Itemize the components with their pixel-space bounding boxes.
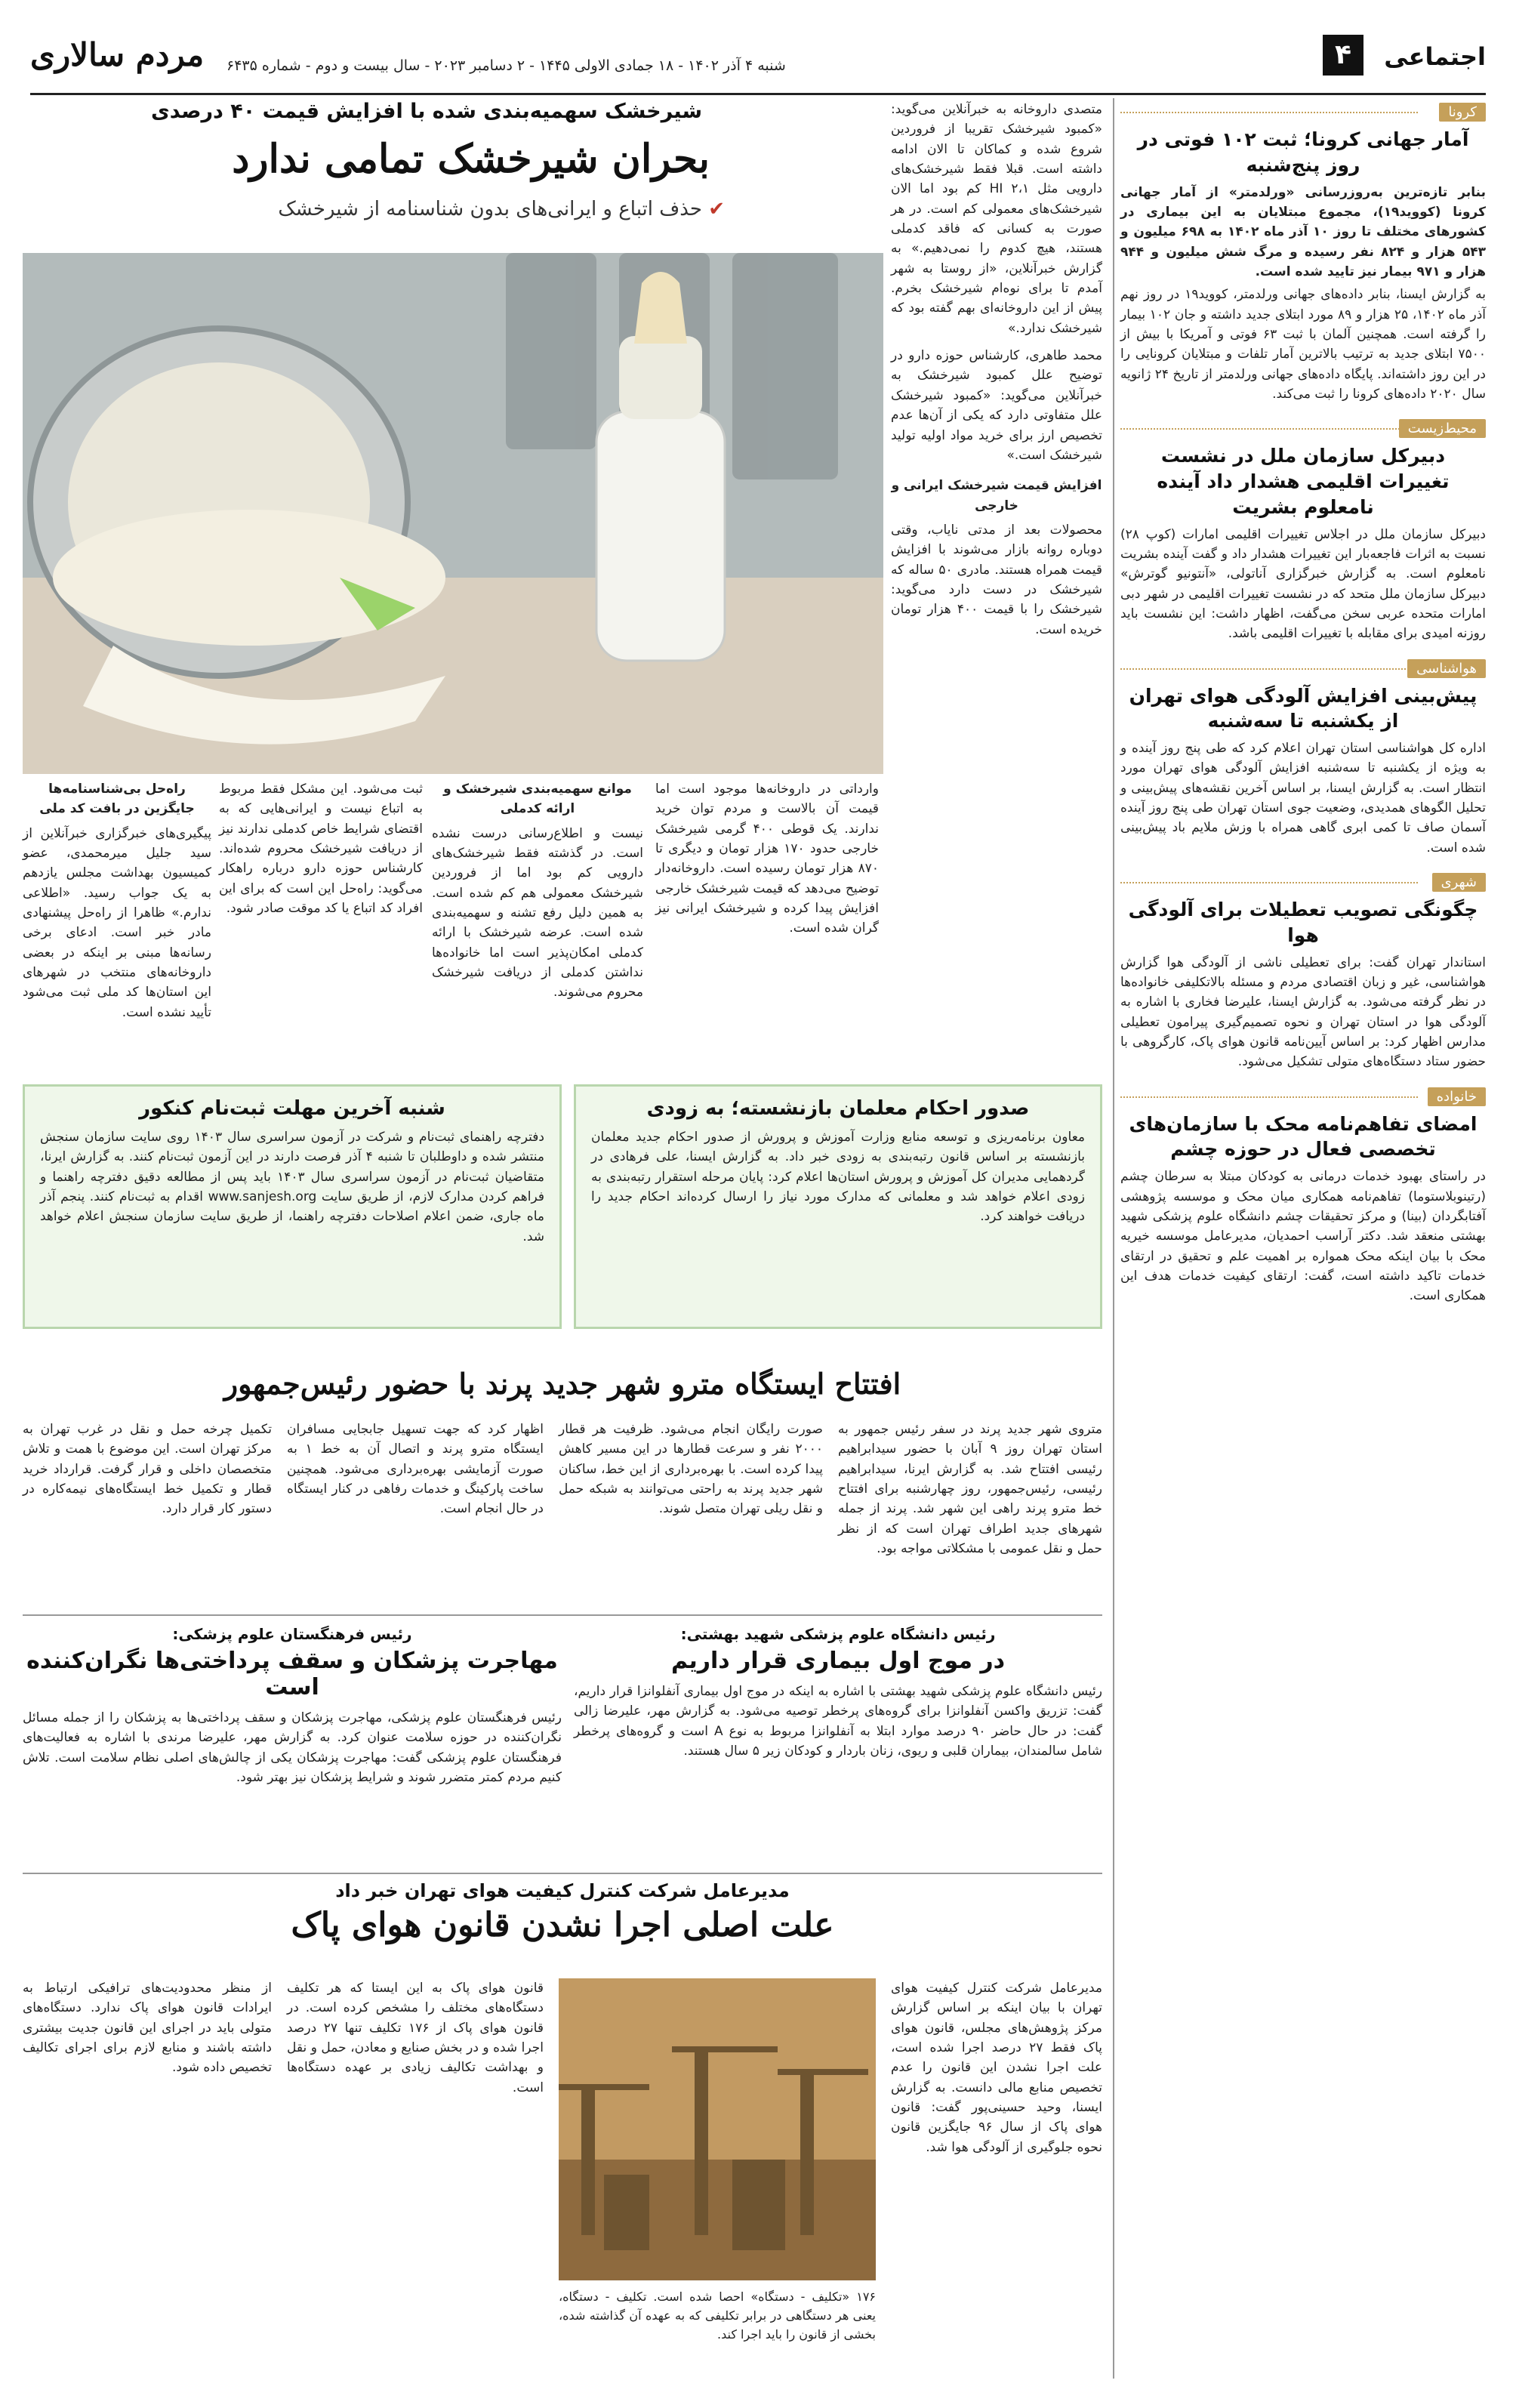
milk-solution-title: راه‌حل بی‌شناسنامه‌ها جایگزین در بافت کد ملی: [39, 782, 195, 817]
milk-headline: بحران شیرخشک تمامی ندارد: [232, 136, 710, 182]
milk-solution-text: پیگیری‌های خبرگزاری خبرآنلاین از سید جلیل میرمحمدی، عضو کمیسیون بهداشت مجلس یازدهم به یک جواب رسید. «اطلاعی ندارم.» ظاهرا از راه‌حل پیشنهادی مادر خبر است. ادعای برخی رسانه‌ها مبنی بر اینکه در بعضی داروخانه‌های منتخب در شهرهای این استان‌ها کد ملی ثبت می‌شود تأیید نشده است.: [23, 825, 211, 1020]
formula-can-bottle-image: [23, 253, 883, 774]
tag-city[interactable]: شهری: [1432, 873, 1486, 892]
doctors-title: مهاجرت پزشکان و سقف پرداختی‌ها نگران‌کننده است: [26, 1648, 558, 1700]
air-article-head: [23, 1880, 1102, 1944]
corona-lead: بنابر تازه‌ترین به‌روزرسانی «ورلدمتر» از آمار جهانی کرونا (کووید۱۹)، مجموع مبتلایان به این بیماری در کشورهای مختلف تا روز ۱۰ آذر ماه ۱۴۰۲ به ۶۹۸ میلیون و ۵۴۳ هزار و ۸۲۴ نفر رسیده و مرگ شش میلیون و ۹۴۴ هزار و ۹۷۱ بیمار نیز تایید شده است.: [1120, 184, 1486, 279]
column-divider: [1113, 98, 1114, 2379]
air-col-3: از منظر محدودیت‌های ترافیکی ارتباط به ایرادات قانون هوای پاک ندارد. دستگاه‌های متولی باید در اجرای این قانون جدیت بیشتری داشته باشند و منابع لازم برای اجرای تکالیف تخصیص داده شود.: [23, 1981, 272, 2076]
milk-col-a-text: متصدی داروخانه به خبرآنلاین می‌گوید: «کمبود شیرخشک تقریبا از فروردین شروع شده و کماکان تا الان ادامه داشته است. قبلا فقط شیرخشک‌های دارویی مثل HI ۲،۱ کم بود اما الان شیرخشک‌های معمولی کم است. در هر صورت به کسانی که فاقد کدملی هستند، هیچ کدوم را نمی‌دهیم.» به گزارش خبرآنلاین، «از روستا به شهر آمدم تا برای نوه‌ام شیرخشک بخرم. پیش از این داروخانه‌ای بهم گفته بود که شیرخشک ندارد.»: [891, 102, 1102, 336]
teachers-title: صدور احکام معلمان بازنشسته؛ به زودی: [646, 1097, 1030, 1120]
doctors-kicker: رئیس فرهنگستان علوم پزشکی:: [172, 1625, 412, 1643]
tag-weather[interactable]: هواشناسی: [1407, 659, 1486, 678]
metro-col-2: صورت رایگان انجام می‌شود. ظرفیت هر قطار ۲۰۰۰ نفر و سرعت قطارها در این مسیر کاهش پیدا کرده است. با بهره‌برداری از این خط، ساکنان شهر جدید پرند به راحتی می‌توانند به شبکه حمل و نقل ریلی تهران متصل شوند.: [559, 1422, 823, 1517]
flu-kicker: رئیس دانشگاه علوم پزشکی شهید بهشتی:: [680, 1625, 996, 1643]
air-kicker: مدیرعامل شرکت کنترل کیفیت هوای تهران خبر داد: [335, 1880, 790, 1901]
metro-col-3: اظهار کرد که جهت تسهیل جابجایی مسافران ایستگاه مترو پرند و اتصال آن به خط ۱ به صورت آزمایشی بهره‌برداری می‌شود. همچنین ساخت پارکینگ و خدمات رفاهی در کنار ایستگاه در حال انجام است.: [287, 1422, 544, 1517]
milk-kicker: شیرخشک سهمیه‌بندی شده با افزایش قیمت ۴۰ درصدی: [151, 100, 702, 123]
weather-title: پیش‌بینی افزایش آلودگی هوای تهران از یکشنبه تا سه‌شنبه: [1129, 684, 1477, 732]
checkmark-icon: ✔: [708, 198, 725, 220]
milk-subtitle-text: حذف اتباع و ایرانی‌های بدون شناسنامه از شیرخشک: [278, 198, 702, 220]
corona-title: آمار جهانی کرونا؛ ثبت ۱۰۲ فوتی در روز پنج‌شنبه: [1137, 128, 1469, 176]
environment-title: دبیرکل سازمان ملل در نشست تغییرات اقلیمی هشدار داد آینده نامعلوم بشریت: [1157, 445, 1450, 518]
city-title: چگونگی تصویب تعطیلات برای آلودگی هوا: [1128, 899, 1478, 946]
milk-col-d: ثبت می‌شود. این مشکل فقط مربوط به اتباع نیست و ایرانی‌هایی که به اقتضای شرایط خاص کدملی ندارند نیز از دریافت شیرخشک محروم شده‌اند. کارشناس حوزه دارو درباره راهکار می‌گوید: راه‌حل این است که برای این افراد کد اتباع یا کد موقت صادر شود.: [219, 782, 423, 917]
city-body: استاندار تهران گفت: برای تعطیلی ناشی از آلودگی هوا گزارش هواشناسی، غیر و زبان اقتصادی مردم و مسئله بالاتکلیفی خانواده‌ها در نظر گرفته می‌شود. به گزارش ایسنا، علیرضا فخاری با اشاره به آلودگی هوا در استان تهران و نحوه تصمیم‌گیری پیرامون تعطیلی مدارس اظهار کرد: بر اساس آیین‌نامه قانون هوای پاک، کارگروهی با حضور ستاد دستگاه‌های متولی تشکیل می‌شود.: [1120, 954, 1486, 1070]
polluted-city-image: [559, 1978, 876, 2280]
air-col-1: مدیرعامل شرکت کنترل کیفیت هوای تهران با بیان اینکه بر اساس گزارش مرکز پژوهش‌های مجلس، قانون هوای پاک فقط ۲۷ درصد اجرا شده است، علت اجرا نشدن این قانون را عدم تخصیص منابع مالی دانست. به گزارش ایسنا، وحید حسینی‌پور گفت: قانون هوای پاک از سال ۹۶ جایگزین قانون نحوه جلوگیری از آلودگی هوا شد.: [891, 1981, 1102, 2155]
air-caption: ۱۷۶ «تکلیف - دستگاه» احصا شده است. تکلیف - دستگاه، یعنی هر دستگاهی در برابر تکلیفی که به عهده آن گذاشته شده، بخشی از قانون را باید اجرا کند.: [559, 2289, 876, 2342]
konkur-body: دفترچه راهنمای ثبت‌نام و شرکت در آزمون سراسری سال ۱۴۰۳ روی سایت سازمان سنجش منتشر شده و داوطلبان تا شنبه ۴ آذر فرصت دارند در این آزمون ثبت‌نام کنند. به گزارش ایرنا، متقاضیان ثبت‌نام در آزمون سراسری سال ۱۴۰۳ باید پس از مطالعه دقیق دفترچه راهنما و فراهم کردن مدارک لازم، از طریق سایت www.sanjesh.org اقدام به ثبت‌نام کنند. پنجم آذر ماه جاری، ضمن اعلام اصلاحات دفترچه راهنما، از طریق سایت سازمان سنجش اعلام خواهد شد.: [40, 1130, 544, 1244]
tag-environment[interactable]: محیط‌زیست: [1399, 419, 1486, 438]
page-number: ۴: [1323, 35, 1363, 76]
metro-headline: افتتاح ایستگاه مترو شهر جدید پرند با حضور رئیس‌جمهور: [223, 1367, 901, 1401]
weather-body: اداره کل هواشناسی استان تهران اعلام کرد که طی پنج روز آینده و به ویژه از یکشنبه تا سه‌شنبه افزایش آلودگی هوای تهران مورد انتظار است. به گزارش ایسنا، بر اساس آخرین نقشه‌های پیش‌بینی و تحلیل الگوهای همدیدی، وضعیت جوی استان تهران طی پنج روز آینده آسمان صاف تا کمی ابری گاهی همراه با وزش ملایم باد پیش‌بینی شده است.: [1120, 741, 1486, 856]
tag-family[interactable]: خانواده: [1428, 1087, 1486, 1106]
dateline: شنبه ۴ آذر ۱۴۰۲ - ۱۸ جمادی الاولی ۱۴۴۵ - ۲ دسامبر ۲۰۲۳ - سال بیست و دوم - شماره ۶۴۳۵: [226, 57, 786, 74]
tag-corona[interactable]: کرونا: [1439, 103, 1486, 122]
milk-photo[interactable]: [23, 253, 883, 774]
family-title: امضای تفاهم‌نامه محک با سازمان‌های تخصصی فعال در حوزه چشم: [1129, 1112, 1477, 1161]
konkur-box: [23, 1084, 562, 1329]
corona-body: به گزارش ایسنا، بنابر داده‌های جهانی ورلدمتر، کووید۱۹ در روز نهم آذر ماه ۱۴۰۲، ۲۵ هزار و ۸۹ مورد ابتلای جدید داشته و جان ۱۰۲ بیمار را گرفته است. همچنین آلمان با ثبت ۶۳ فوتی و آمریکا با بیش از ۷۵۰۰ ابتلای جدید به ترتیب بالاترین آمار تلفات و مبتلایان کرونایی را در این روز داشته‌اند. پایگاه داده‌های جهانی ورلدمتر از تاریخ ۲۴ ژانویه سال ۲۰۲۰ داده‌های کرونا را ثبت می‌کند.: [1120, 287, 1486, 402]
milk-solution: [23, 779, 211, 1022]
flu-body: رئیس دانشگاه علوم پزشکی شهید بهشتی با اشاره به اینکه در موج اول بیماری آنفلوانزا قرار داریم، گفت: تزریق واکسن آنفلوانزا برای گروه‌های پرخطر توصیه می‌شود. به گزارش مهر، علیرضا زالی گفت: در حال حاضر ۹۰ درصد موارد ابتلا به آنفلوانزا مربوط به نوع A است و گروه‌های پرخطر شامل سالمندان، بیماران قلبی و ریوی، زنان باردار و کودکان زیر ۵ سال هستند.: [574, 1684, 1102, 1759]
air-photo[interactable]: [559, 1978, 876, 2280]
milk-col-c: [432, 779, 643, 1003]
page-header: [30, 30, 1486, 95]
konkur-title: شنبه آخرین مهلت ثبت‌نام کنکور: [139, 1097, 445, 1120]
family-body: در راستای بهبود خدمات درمانی به کودکان مبتلا به سرطان چشم (رتینوبلاستوما) تفاهم‌نامه همکاری میان محک و موسسه پژوهشی آفتابگردان (بینا) و مرکز تحقیقات چشم دانشگاه علوم پزشکی شهید بهشتی منعقد شد. دکتر آراسب احمدیان، مدیرعامل موسسه خیریه محک با بیان اینکه محک همواره بر اهمیت علم و تحقیق در ارتقای خدمات تاکید داشته است، گفت: ارتقای کیفیت خدمات هدف این همکاری است.: [1120, 1169, 1486, 1304]
flu-article: [574, 1625, 1102, 1761]
milk-col-a: [891, 100, 1102, 640]
milk-col-a2-text: محمد طاهری، کارشناس حوزه دارو در توضیح علل کمبود شیرخشک به خبرآنلاین می‌گوید: «کمبود شیرخشک علل متفاوتی دارد که یکی از آن‌ها عدم تخصیص ارز برای خرید مواد اولیه تولید شیرخشک است.»: [891, 348, 1102, 463]
section-title: اجتماعی: [1384, 42, 1486, 71]
milk-col-c-text: نیست و اطلاع‌رسانی درست نشده است. در گذشته فقط شیرخشک‌های دارویی کم بود اما از فروردین شیرخشک معمولی هم کم شده است. به همین دلیل رفع تشنه و سهمیه‌بندی شده است. عرضه شیرخشک با ارائه کدملی امکان‌پذیر است اما خانواده‌ها نداشتن کدملی از دریافت شیرخشک محروم می‌شوند.: [432, 825, 643, 1001]
milk-col-b: وارداتی در داروخانه‌ها موجود است اما قیمت آن بالاست و مردم توان خرید ندارند. یک قوطی ۴۰۰ گرمی شیرخشک خارجی حدود ۱۷۰ هزار تومان و دیگری تا ۸۷۰ هزار تومان رسیده است. داروخانه‌دار توضیح می‌دهد که قیمت شیرخشک خارجی افزایش پیدا کرده و شیرخشک ایرانی نیز گران شده است.: [655, 782, 879, 936]
air-title: علت اصلی اجرا نشدن قانون هوای پاک: [291, 1906, 834, 1944]
environment-body: دبیرکل سازمان ملل در اجلاس تغییرات اقلیمی امارات (کوپ ۲۸) نسبت به اثرات فاجعه‌بار این تغییرات هشدار داد و گفت آینده بشریت نامعلوم است. به گزارش خبرگزاری آناتولی، «آنتونیو گوترش» دبیرکل سازمان ملل متحد که در نشست تغییرات اقلیمی در شهر دبی امارات متحده عربی سخن می‌گفت، اظهار داشت: این نشست باید روزنه امیدی برای مقابله با تغییرات اقلیمی باشد.: [1120, 526, 1486, 642]
air-col-2: قانون هوای پاک به این ایستا که هر تکلیف دستگاه‌های مختلف را مشخص کرده است. در قانون هوای پاک از ۱۷۶ تکلیف تنها ۲۷ درصد اجرا شده و در بخش صنایع و معادن، حمل و نقل و بهداشت تکالیف زیادی بر عهده دستگاه‌ها است.: [287, 1981, 544, 2095]
milk-subtitle: [23, 198, 883, 220]
doctors-body: رئیس فرهنگستان علوم پزشکی، مهاجرت پزشکان و سقف پرداختی‌ها به پزشکان را از جمله مسائل نگران‌کننده در حوزه سلامت عنوان کرد. به گزارش مهر، علیرضا مرندی با اشاره به فعالیت‌های فرهنگستان علوم پزشکی گفت: مهاجرت پزشکان یکی از چالش‌های اصلی نظام سلامت است. تلاش کنیم مردم کمتر متضرر شوند و شرایط پزشکان نیز بهتر شود.: [23, 1710, 562, 1786]
milk-col-a3-text: محصولات بعد از مدتی نایاب، وقتی دوباره روانه بازار می‌شوند با افزایش قیمت همراه هستند. مادری ۵۰ ساله که شیرخشک در دست دارد می‌گوید: شیرخشک را با قیمت ۴۰۰ هزار تومان خریده است.: [891, 522, 1102, 637]
section-divider: [23, 1614, 1102, 1616]
milk-col-c-subhead: موانع سهمیه‌بندی شیرخشک و ارائه کدملی: [443, 782, 632, 817]
teachers-body: معاون برنامه‌ریزی و توسعه منابع وزارت آموزش و پرورش از صدور احکام جدید معلمان بازنشسته بر اساس قانون رتبه‌بندی به زودی خبر داد. به گزارش ایسنا، علی فرهادی در گردهمایی مدیران کل آموزش و پرورش استان‌ها اعلام کرد: پایان مرحله استقرار رتبه‌بندی به زودی اعلام خواهد شد و معلمانی که مدارک مورد نیاز را ارسال کرده‌اند احکام جدید را دریافت خواهند کرد.: [591, 1130, 1085, 1225]
section-divider-2: [23, 1873, 1102, 1874]
right-news-column: [1120, 98, 1486, 1306]
metro-col-4: تکمیل چرخه حمل و نقل در غرب تهران به مرکز تهران است. این موضوع با همت و تلاش متخصصان داخلی و قرار گرفت. قرارداد خرید قطار و تکمیل خط ایستگاه‌های نیمه‌کاره در دستور کار قرار دارد.: [23, 1422, 272, 1517]
doctors-article: [23, 1625, 562, 1787]
teachers-box: [574, 1084, 1102, 1329]
metro-col-1: متروی شهر جدید پرند در سفر رئیس جمهور به استان تهران روز ۹ آبان با حضور سیدابراهیم رئیسی افتتاح شد. به گزارش ایرنا، سیدابراهیم رئیسی، رئیس‌جمهور، روز چهارشنبه برای افتتاح خط مترو پرند راهی این شهر شد. پرند از جمله شهرهای جدید اطراف تهران است که از نظر حمل و نقل عمومی با مشکلاتی مواجه بود.: [838, 1422, 1102, 1557]
flu-title: در موج اول بیماری قرار داریم: [670, 1648, 1006, 1674]
milk-subhead-a: افزایش قیمت شیرخشک ایرانی و خارجی: [891, 478, 1102, 513]
newspaper-logo: مردم سالاری: [30, 36, 205, 73]
